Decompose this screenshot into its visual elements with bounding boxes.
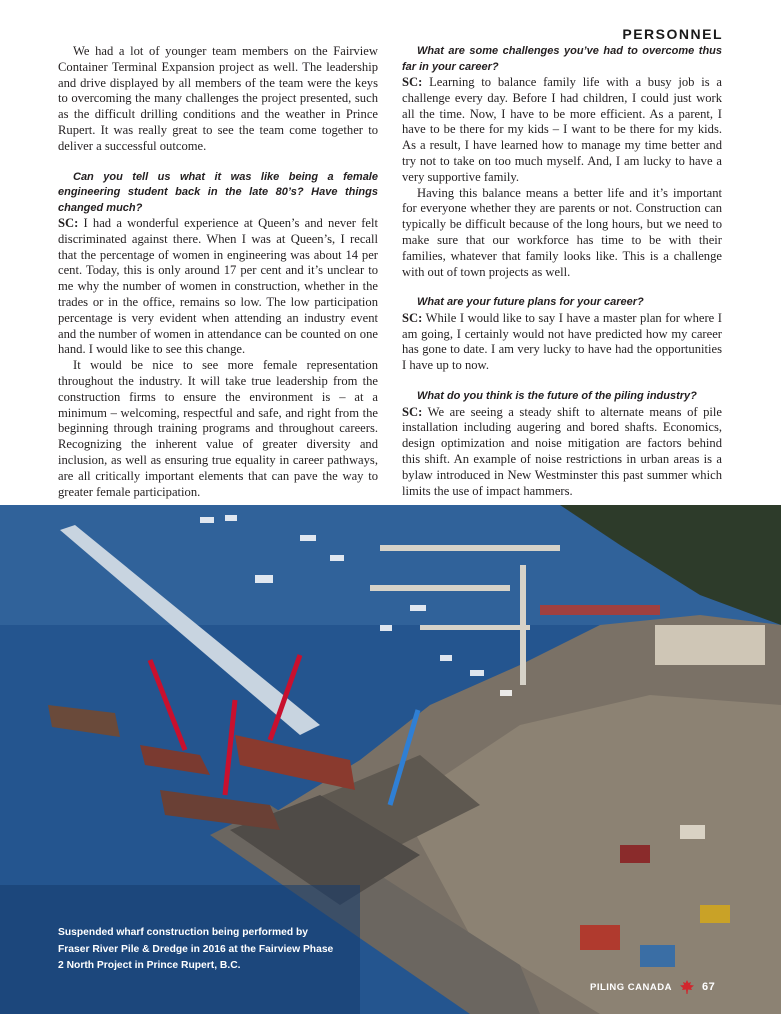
maple-leaf-icon (680, 980, 694, 994)
aerial-harbour-photo (0, 505, 781, 1014)
page-number: 67 (701, 981, 716, 993)
answer-text: Learning to balance family life with a busy job is a challenge every day. Before I had children, I could just work all the time. Now, I have to be more efficient. As a parent, I have to be there for my kids – I want to be there for my kids. As a result, I have learned how to manage my time better and try not to take on too much myself. And, I am lucky to have a very supportive family. (402, 75, 722, 184)
interview-answer (58, 216, 378, 358)
answer-text: We are seeing a steady shift to alternate means of pile installation including augering and bored shafts. Economics, design optimization and noise mitigation are factors behind this shift. An example of noise restrictions in urban areas is a bylaw introduced in New Westminster this past summer which limits the use of impact hammers. (402, 404, 722, 498)
section-label: PERSONNEL (622, 26, 723, 42)
answer-text: I had a wonderful experience at Queen’s and never felt discriminated against there. When I was at Queen’s, I recall that the percentage of women in engineering was about 14 per cent. Today, this is only around 17 per cent and it’s unclear to me why the number of women in construction, whether in the trades or in the office, remains so low. The low participation percentage is very evident when attending an industry event and the number of women in attendance can be counted on one hand. I would like to see this change. (58, 216, 378, 357)
page-footer (590, 980, 715, 994)
left-column (58, 44, 378, 500)
interview-question: What are your future plans for your career? (417, 296, 644, 309)
interview-answer (402, 75, 722, 186)
speaker-initials: SC: (402, 75, 423, 89)
interview-question: Can you tell us what it was like being a female engineering student back in the late 80’s? Have things changed much? (58, 170, 378, 214)
speaker-initials: SC: (402, 404, 423, 419)
interview-question: What do you think is the future of the piling industry? (417, 390, 697, 403)
magazine-name: PILING CANADA (590, 981, 672, 993)
speaker-initials: SC: (58, 216, 79, 231)
photo-caption: Suspended wharf construction being performed by Fraser River Pile & Dredge in 2016 at the Fairview Phase 2 North Project in Prince Rupert, B.C. (58, 927, 334, 971)
interview-question: What are some challenges you’ve had to overcome thus far in your career? (402, 45, 722, 73)
paragraph: Having this balance means a better life and it’s important for everyone whether they are parents or not. Construction can typically be difficult because of the long hours, but we need to make sure that our workforce has time to be with their families, whatever that family looks like. This is a challenge with out of town projects as well. (402, 185, 722, 279)
right-column (402, 44, 722, 499)
interview-answer (402, 405, 722, 500)
interview-answer (402, 311, 722, 374)
speaker-initials: SC: (402, 310, 423, 325)
paragraph: It would be nice to see more female representation throughout the industry. It will take true leadership from the construction firms to ensure the environment is – at a minimum – welcoming, respectful and safe, and right from the beginning through training programs and throughout careers. Recognizing the inherent value of greater diversity and inclusion, as well as ensuring true equality in career pathways, are all critically important elements that can pave the way to greater female participation. (58, 358, 378, 499)
answer-text: While I would like to say I have a master plan for where I am going, I certainly would not have predicted how my career has gone to date. I am very lucky to have had the opportunities I have up to now. (402, 310, 722, 373)
paragraph: We had a lot of younger team members on the Fairview Container Terminal Expansion project as well. The leadership and drive displayed by all members of the team were the keys to overcoming the many challenges the project presented, such as the difficult drilling conditions and the weather in Prince Rupert. It was really great to see the team come together to deliver a successful outcome. (58, 44, 378, 153)
